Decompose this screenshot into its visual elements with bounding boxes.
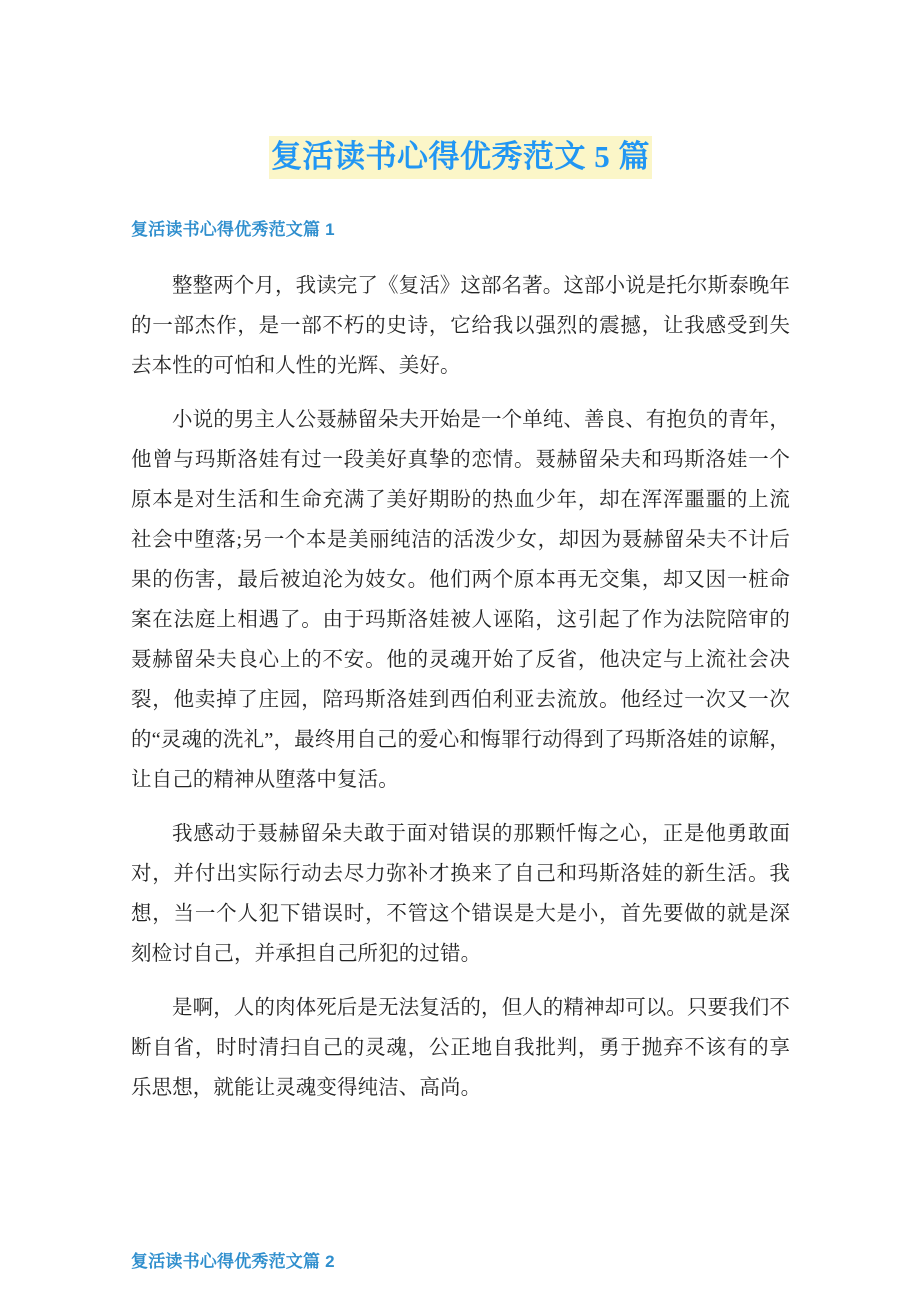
page-title-text: 复活读书心得优秀范文 5 篇 — [269, 136, 652, 179]
paragraph: 我感动于聂赫留朵夫敢于面对错误的那颗忏悔之心，正是他勇敢面对，并付出实际行动去尽力弥补才换来了自己和玛斯洛娃的新生活。我想，当一个人犯下错误时，不管这个错误是大是小，首先要做的就是深刻检讨自己，并承担自己所犯的过错。 — [131, 823, 790, 966]
page-title — [131, 0, 790, 172]
section-heading-1: 复活读书心得优秀范文篇 1 — [131, 220, 335, 239]
paragraph: 整整两个月，我读完了《复活》这部名著。这部小说是托尔斯泰晚年的一部杰作，是一部不朽的史诗，它给我以强烈的震撼，让我感受到失去本性的可怕和人性的光辉、美好。 — [131, 275, 790, 378]
document-body — [131, 0, 790, 1273]
paragraph: 小说的男主人公聂赫留朵夫开始是一个单纯、善良、有抱负的青年，他曾与玛斯洛娃有过一段美好真挚的恋情。聂赫留朵夫和玛斯洛娃一个原本是对生活和生命充满了美好期盼的热血少年，却在浑浑噩噩的上流社会中堕落;另一个本是美丽纯洁的活泼少女，却因为聂赫留朵夫不计后果的伤害，最后被迫沦为妓女。他们两个原本再无交集，却又因一桩命案在法庭上相遇了。由于玛斯洛娃被人诬陷，这引起了作为法院陪审的聂赫留朵夫良心上的不安。他的灵魂开始了反省，他决定与上流社会决裂，他卖掉了庄园，陪玛斯洛娃到西伯利亚去流放。他经过一次又一次的“灵魂的洗礼”，最终用自己的爱心和悔罪行动得到了玛斯洛娃的谅解，让自己的精神从堕落中复活。 — [131, 409, 790, 792]
paragraph: 是啊，人的肉体死后是无法复活的，但人的精神却可以。只要我们不断自省，时时清扫自己的灵魂，公正地自我批判，勇于抛弃不该有的享乐思想，就能让灵魂变得纯洁、高尚。 — [131, 997, 790, 1100]
section-heading-2: 复活读书心得优秀范文篇 2 — [131, 1252, 335, 1272]
